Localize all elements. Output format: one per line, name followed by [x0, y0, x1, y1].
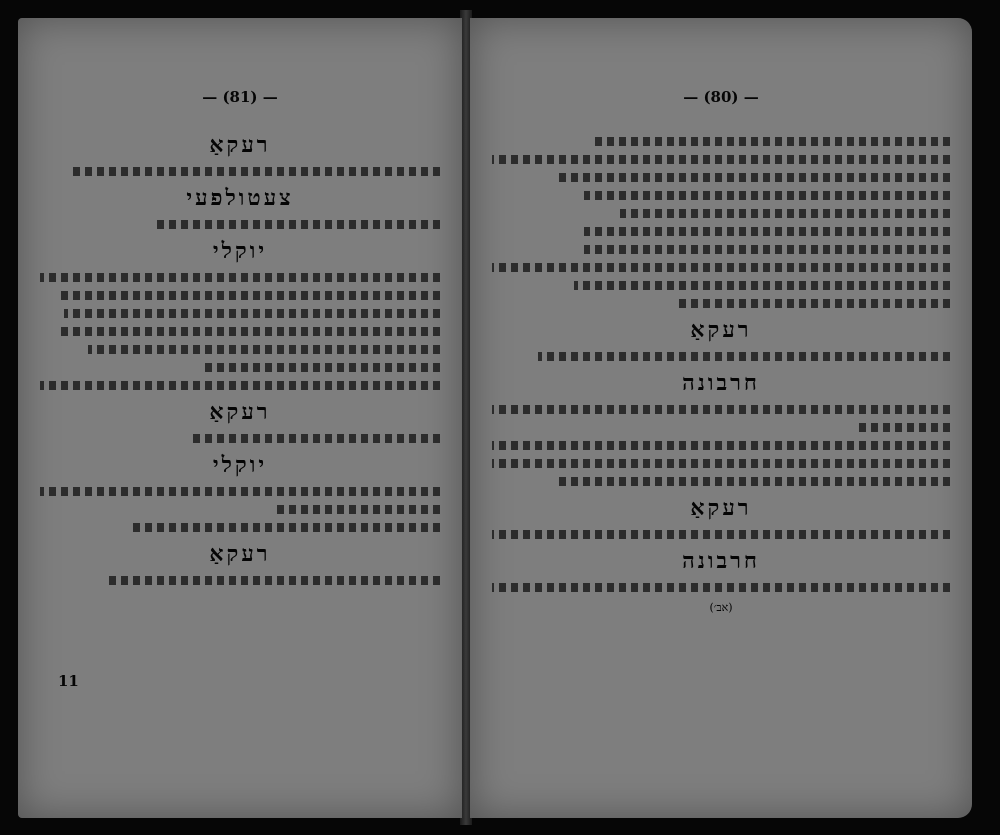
text-line [584, 227, 950, 236]
speaker-name: יוקלי [212, 452, 268, 478]
text-line [64, 309, 440, 318]
text-line [72, 167, 440, 176]
speaker-name: רעקאַ [209, 399, 271, 425]
page-left-text [40, 128, 440, 594]
text-line [40, 381, 440, 390]
text-line [492, 263, 950, 272]
signature-mark: 11 [58, 672, 79, 690]
text-line [492, 530, 950, 539]
page-number-right: — (80) — [683, 88, 759, 106]
text-line [200, 363, 440, 372]
speaker-name: רעקאַ [690, 317, 752, 343]
text-line [584, 245, 950, 254]
text-line [88, 345, 440, 354]
text-line [56, 327, 440, 336]
speaker-name: חרבונה [682, 548, 760, 574]
text-line [492, 583, 950, 592]
text-line [128, 523, 440, 532]
text-line [272, 505, 440, 514]
speaker-name: רעקאַ [209, 541, 271, 567]
speaker-name: צעטולפעי [186, 185, 294, 211]
page-right-text [492, 128, 950, 618]
text-line [675, 299, 950, 308]
text-line [620, 209, 950, 218]
text-line [574, 281, 950, 290]
text-line [40, 273, 440, 282]
text-line [56, 291, 440, 300]
speaker-name: רעקאַ [209, 132, 271, 158]
page-left [18, 18, 462, 818]
text-line [152, 220, 440, 229]
text-line [104, 576, 440, 585]
text-line [492, 155, 950, 164]
page-number-left: — (81) — [202, 88, 278, 106]
text-line [492, 459, 950, 468]
text-line [538, 352, 950, 361]
text-line [593, 137, 950, 146]
text-line [492, 405, 950, 414]
text-line [584, 191, 950, 200]
page-right [470, 18, 972, 818]
text-line [40, 487, 440, 496]
stage-direction: (אב׳) [709, 601, 733, 614]
text-line [556, 173, 950, 182]
speaker-name: חרבונה [682, 370, 760, 396]
text-line [492, 441, 950, 450]
text-line [192, 434, 440, 443]
text-line [556, 477, 950, 486]
speaker-name: יוקלי [212, 238, 268, 264]
speaker-name: רעקאַ [690, 495, 752, 521]
text-line [858, 423, 950, 432]
